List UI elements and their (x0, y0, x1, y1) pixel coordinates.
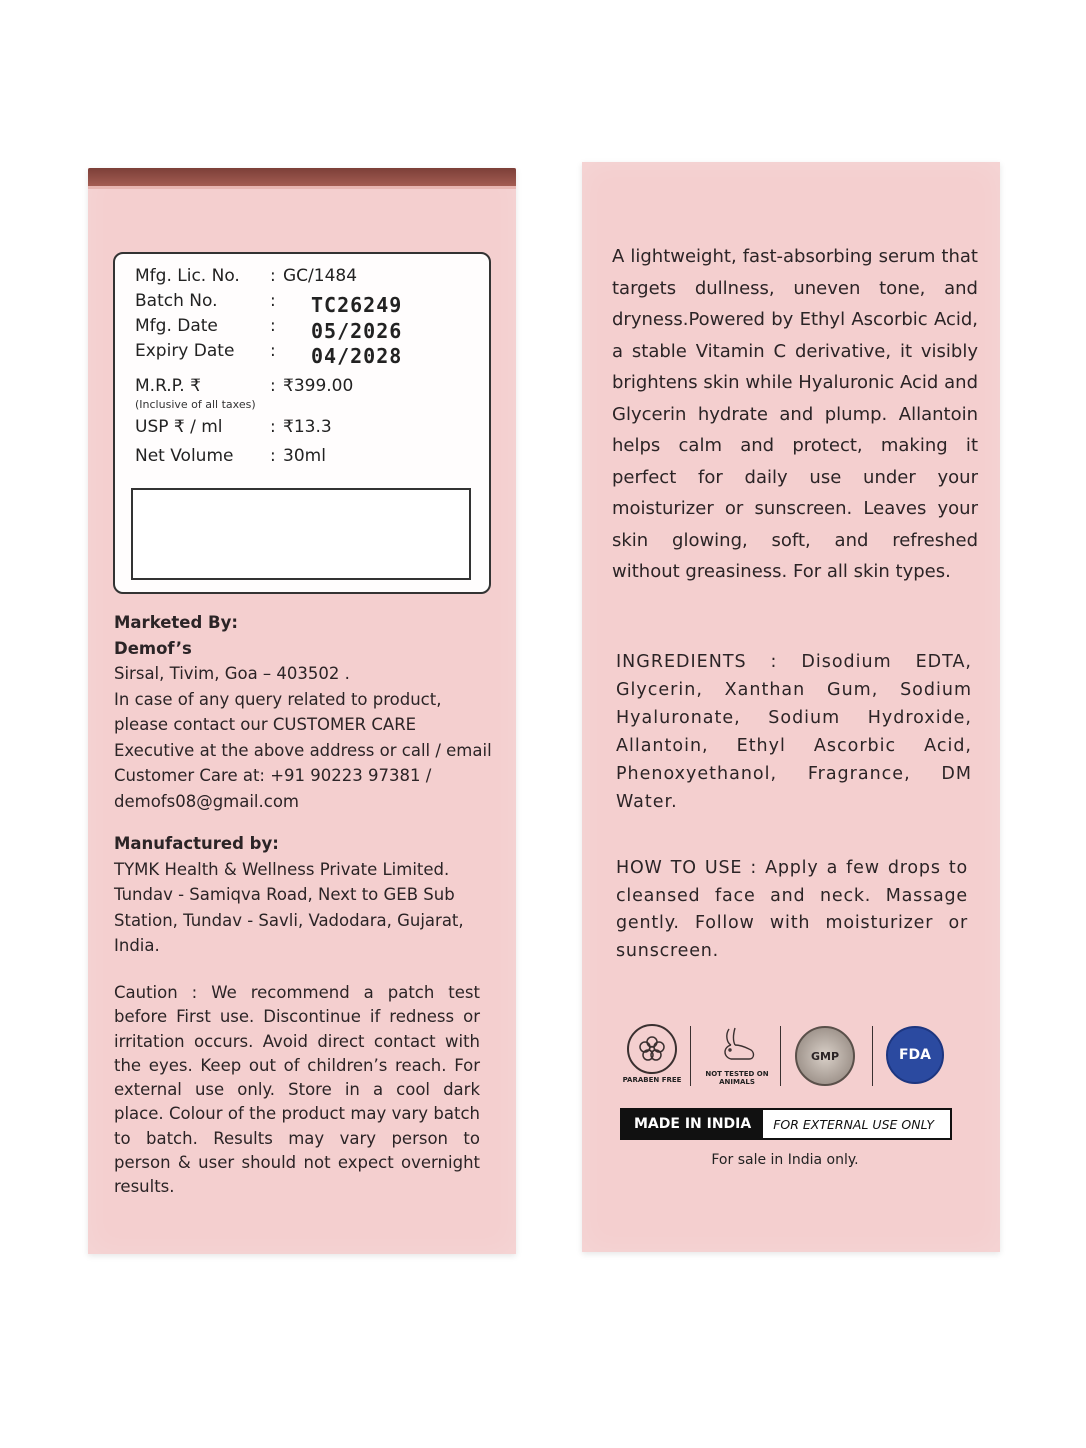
marketer-name: Demof’s (114, 638, 192, 658)
label-key: Mfg. Lic. No. (135, 266, 240, 286)
certification-badges (620, 1022, 950, 1092)
marketed-line: demofs08@gmail.com (114, 791, 300, 811)
marketed-line: In case of any query related to product, (114, 689, 442, 709)
how-to-use-text: HOW TO USE : Apply a few drops to cleansed face and neck. Massage gently. Follow with moisturizer or sunscreen. (616, 858, 968, 961)
label-value: 05/2026 (311, 319, 403, 343)
label-value: TC26249 (311, 293, 403, 317)
made-in-india-label: MADE IN INDIA (622, 1110, 763, 1138)
label-key: M.R.P. ₹ (135, 376, 201, 396)
marketed-heading: Marketed By: (114, 613, 238, 632)
label-colon: : (270, 417, 276, 437)
manufactured-line: Station, Tundav - Savli, Vadodara, Gujarat, (114, 910, 464, 930)
label-colon: : (270, 446, 276, 466)
sale-note: For sale in India only. (711, 1152, 859, 1168)
ingredients-text: INGREDIENTS : Disodium EDTA, Glycerin, Xanthan Gum, Sodium Hyaluronate, Sodium Hydroxide, Allantoin, Ethyl Ascorbic Acid, Phenoxyethanol, Fragrance, DM Water. (616, 652, 972, 812)
label-colon: : (270, 266, 276, 286)
marketed-line: please contact our CUSTOMER CARE (114, 715, 417, 734)
label-value: GC/1484 (283, 266, 358, 286)
fda-badge (882, 1022, 948, 1088)
label-value: ₹13.3 (283, 417, 332, 437)
badge-divider (872, 1026, 873, 1086)
batch-label-box (113, 252, 491, 594)
cruelty-free-badge (702, 1022, 772, 1088)
external-use-label: FOR EXTERNAL USE ONLY (773, 1116, 934, 1132)
manufactured-by-block (114, 831, 494, 959)
product-description: A lightweight, fast-absorbing serum that targets dullness, uneven tone, and dryness.Powered by Ethyl Ascorbic Acid, a stable Vitamin C derivative, it visibly brightens skin while Hyaluronic Acid and Glycerin hydrate and plump. Allantoin helps calm and protect, making it perfect for daily use under your moisturizer or sunscreen. Leaves your skin glowing, soft, and refreshed without greasiness. For all skin types. (612, 246, 978, 582)
marketed-line: Executive at the above address or call / email (114, 740, 492, 760)
label-colon: : (270, 291, 276, 311)
marketed-line: Sirsal, Tivim, Goa – 403502 . (114, 664, 350, 683)
gmp-seal-icon: GMP (795, 1026, 855, 1086)
blank-sticker-box (131, 488, 471, 580)
label-key: Expiry Date (135, 341, 235, 361)
marketed-line: Customer Care at: +91 90223 97381 / (114, 766, 432, 785)
badge-caption: NOT TESTED ON ANIMALS (705, 1070, 769, 1086)
made-in-india-bar (620, 1108, 952, 1140)
badge-divider (690, 1026, 691, 1086)
label-key: Batch No. (135, 291, 218, 311)
manufactured-line: TYMK Health & Wellness Private Limited. (114, 859, 450, 879)
rabbit-icon (702, 1022, 772, 1068)
badge-divider (780, 1026, 781, 1086)
box-top-flap (88, 168, 516, 186)
label-value: 04/2028 (311, 344, 403, 368)
badge-caption: PARABEN FREE (622, 1076, 682, 1084)
caution-text: Caution : We recommend a patch test before First use. Discontinue if redness or irritation occurs. Avoid direct contact with the eyes. Keep out of children’s reach. For external use only. Store in a cool dark place. Colour of the product may vary batch to batch. Results may vary person to person & user should not expect overnight results. (114, 983, 480, 1197)
manufactured-heading: Manufactured by: (114, 834, 279, 853)
label-value: 30ml (283, 446, 326, 466)
label-colon: : (270, 376, 276, 396)
label-value: ₹399.00 (283, 376, 354, 396)
label-colon: : (270, 316, 276, 336)
manufactured-line: Tundav - Samiqva Road, Next to GEB Sub (114, 885, 455, 904)
label-key: Mfg. Date (135, 316, 218, 336)
marketed-by-block (114, 610, 494, 814)
gmp-badge (792, 1022, 858, 1088)
paraben-free-badge (620, 1022, 684, 1088)
label-colon: : (270, 341, 276, 361)
label-key: Net Volume (135, 446, 234, 466)
label-key: USP ₹ / ml (135, 417, 223, 437)
flower-icon (627, 1024, 677, 1074)
fda-seal-icon: FDA (886, 1026, 944, 1084)
manufactured-line: India. (114, 936, 160, 955)
mrp-note: (Inclusive of all taxes) (135, 398, 256, 411)
